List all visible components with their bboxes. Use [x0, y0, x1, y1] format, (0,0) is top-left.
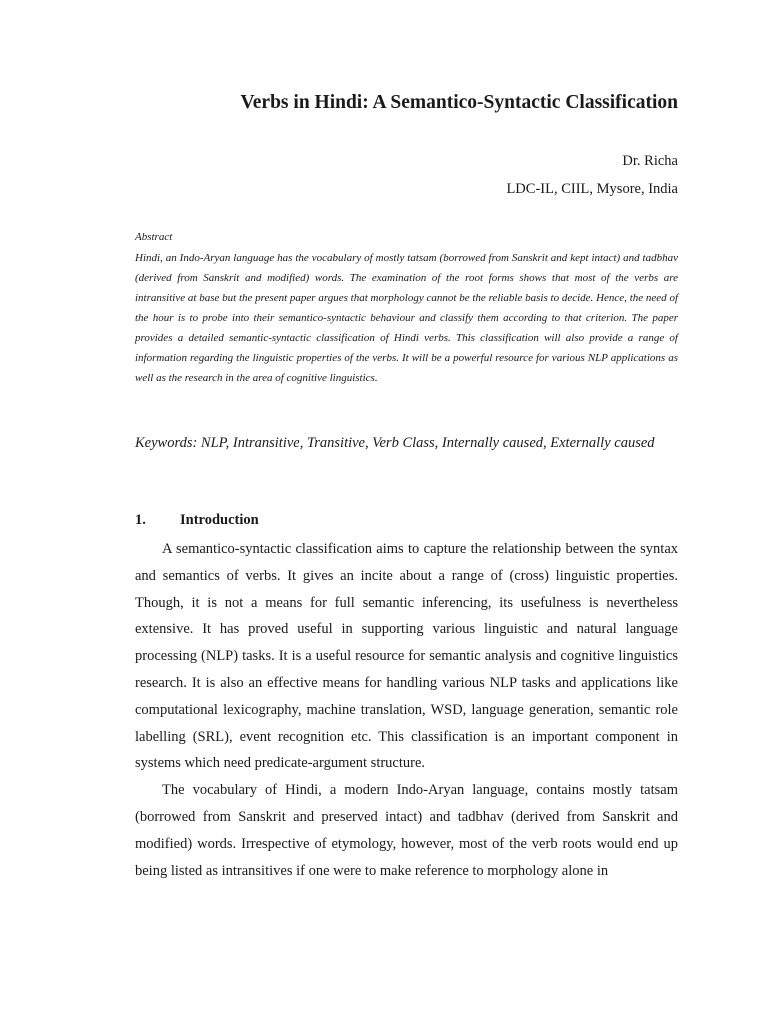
section-number: 1. [135, 512, 146, 528]
paper-title: Verbs in Hindi: A Semantico-Syntactic Classification [240, 92, 678, 113]
section-title: Introduction [180, 512, 259, 528]
body-paragraph: The vocabulary of Hindi, a modern Indo-Aryan language, contains mostly tatsam (borrowed from Sanskrit and preserved intact) and tadbhav (derived from Sanskrit and modified) words. Irrespective of etymology, however, most of the verb roots would end up being listed as intransitives if one were to make reference to morphology alone in [135, 782, 678, 879]
section-body [135, 536, 678, 884]
abstract-heading: Abstract [135, 231, 173, 243]
keywords: Keywords: NLP, Intransitive, Transitive, Verb Class, Internally caused, Externally caused [135, 435, 655, 451]
section-heading [135, 512, 259, 529]
author-affiliation: LDC-IL, CIIL, Mysore, India [506, 181, 678, 197]
body-paragraph: A semantico-syntactic classification aims to capture the relationship between the syntax and semantics of verbs. It gives an incite about a range of (cross) linguistic properties. Though, it is not a means for full semantic inferencing, its usefulness is nevertheless extensive. It has proved useful in supporting various linguistic and natural language processing (NLP) tasks. It is a useful resource for semantic analysis and cognitive linguistics research. It is also an effective means for handling various NLP tasks and applications like computational lexicography, machine translation, WSD, language generation, semantic role labelling (SRL), event recognition etc. This classification is an important component in systems which need predicate-argument structure. [135, 541, 678, 772]
abstract-text: Hindi, an Indo-Aryan language has the vocabulary of mostly tatsam (borrowed from Sanskrit and kept intact) and tadbhav (derived from Sanskrit and modified) words. The examination of the root forms shows that most of the verbs are intransitive at base but the present paper argues that morphology cannot be the reliable basis to decide. Hence, the need of the hour is to probe into their semantico-syntactic behaviour and classify them according to that criterion. The paper provides a detailed semantic-syntactic classification of Hindi verbs. This classification will also provide a range of information regarding the linguistic properties of the verbs. It will be a powerful resource for various NLP applications as well as the research in the area of cognitive linguistics. [135, 252, 678, 384]
author-name: Dr. Richa [622, 153, 678, 169]
